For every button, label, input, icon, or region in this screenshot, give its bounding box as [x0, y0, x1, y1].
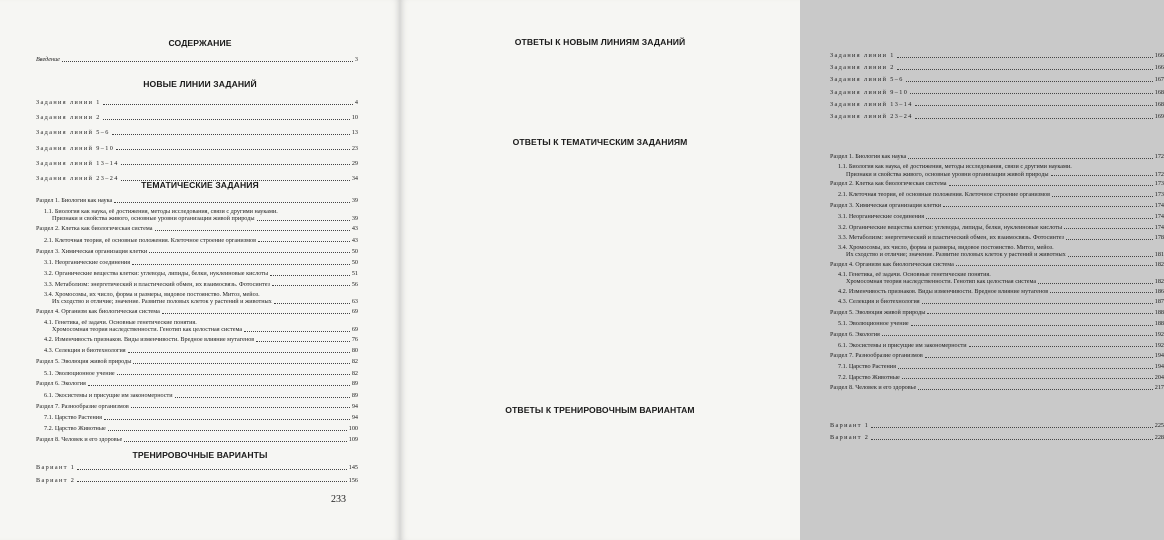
- toc-entry-page: 56: [351, 280, 358, 288]
- toc-entry-page: 188: [1154, 320, 1164, 327]
- toc-entry-page: 178: [1154, 234, 1164, 242]
- toc-entry[interactable]: [44, 259, 358, 266]
- toc-entry[interactable]: [838, 363, 1164, 370]
- leader-dots: [922, 303, 1153, 304]
- toc-entry[interactable]: [44, 414, 358, 421]
- toc-entry-page: 89: [351, 392, 358, 399]
- toc-entry[interactable]: [52, 215, 358, 222]
- toc-entry-label: 2.1. Клеточная теория, её основные положения. Клеточное строение организмов: [838, 191, 1051, 199]
- leader-dots: [270, 275, 350, 276]
- leader-dots: [133, 363, 349, 364]
- leader-dots: [258, 241, 350, 242]
- toc-entry[interactable]: [830, 64, 1164, 71]
- toc-entry-label: Задания линий 9–10: [36, 144, 115, 152]
- toc-entry-page: 194: [1154, 352, 1164, 360]
- toc-entry[interactable]: [838, 288, 1164, 295]
- toc-entry-label: Признаки и свойства живого, основные уровни организации живой природы: [846, 170, 1049, 178]
- toc-entry[interactable]: [36, 308, 358, 315]
- toc-entry-page: 166: [1154, 52, 1164, 59]
- leader-dots: [906, 81, 1153, 82]
- toc-entry[interactable]: [52, 326, 358, 333]
- toc-entry-label: Раздел 4. Организм как биологическая система: [830, 260, 954, 268]
- toc-entry[interactable]: [846, 171, 1164, 178]
- leader-dots: [62, 61, 353, 62]
- leader-dots: [128, 352, 350, 353]
- toc-entry-label: Хромосомная теория наследственности. Генотип как целостная система: [846, 278, 1037, 286]
- toc-entry-line: 1.1. Биология как наука, её достижения, методы исследования, связи с другими науками.: [44, 207, 278, 215]
- toc-entry[interactable]: [36, 160, 358, 167]
- toc-entry-label: 3.3. Метаболизм: энергетический и пластический обмен, их взаимосвязь. Фотосинтез: [838, 234, 1064, 242]
- toc-entry-page: 167: [1154, 76, 1164, 84]
- leader-dots: [124, 441, 346, 442]
- toc-entry-page: 39: [351, 215, 358, 223]
- toc-entry-page: 169: [1154, 113, 1164, 120]
- toc-entry-page: 188: [1154, 308, 1164, 316]
- right-page: [400, 0, 1164, 540]
- toc-entry-intro[interactable]: [36, 56, 358, 63]
- toc-entry-label: Хромосомная теория наследственности. Генотип как целостная система: [52, 326, 243, 334]
- toc-entry-page: 156: [348, 476, 358, 484]
- toc-entry-label: Их сходство и отличие; значение. Развитие половых клеток у растений и животных: [52, 298, 272, 306]
- toc-entry-label: 7.2. Царство Животные: [44, 425, 106, 433]
- leader-dots: [969, 346, 1153, 347]
- toc-entry[interactable]: [838, 320, 1164, 327]
- toc-entry-label: 6.1. Экосистемы и присущие им закономерности: [838, 341, 967, 349]
- toc-entry-label: 6.1. Экосистемы и присущие им закономерности: [44, 392, 173, 399]
- toc-entry-label: Раздел 7. Разнообразие организмов: [830, 352, 923, 360]
- toc-entry-page: 173: [1154, 191, 1164, 199]
- toc-entry-page: 174: [1154, 201, 1164, 209]
- leader-dots: [1051, 175, 1153, 176]
- toc-entry-line: 3.4. Хромосомы, их число, форма и размеры, видовое постоянство. Митоз, мейоз.: [838, 243, 1054, 251]
- toc-entry[interactable]: [36, 358, 358, 365]
- toc-entry-page: 172: [1154, 153, 1164, 160]
- toc-entry[interactable]: [44, 281, 358, 288]
- leader-dots: [114, 202, 350, 203]
- toc-entry[interactable]: [36, 225, 358, 232]
- toc-entry-label: Признаки и свойства живого, основные уровни организации живой природы: [52, 215, 255, 223]
- toc-entry-label: Задания линий 5–6: [830, 76, 904, 84]
- toc-entry-page: 51: [351, 270, 358, 277]
- toc-entry-page: 172: [1154, 170, 1164, 178]
- toc-entry-label: 3.1. Неорганические соединения: [838, 213, 925, 221]
- leader-dots: [1050, 292, 1152, 293]
- toc-entry[interactable]: [44, 425, 358, 432]
- toc-entry-label: Раздел 5. Эволюция живой природы: [36, 358, 132, 365]
- toc-entry-label: Раздел 1. Биология как наука: [36, 197, 113, 204]
- toc-entry[interactable]: [830, 384, 1164, 391]
- toc-entry-line: 1.1. Биология как наука, её достижения, методы исследования, связи с другими науками.: [838, 163, 1072, 171]
- leader-dots: [257, 220, 350, 221]
- toc-entry-line: 4.1. Генетика, её задачи. Основные генетические понятия.: [44, 318, 197, 326]
- answers-new-heading: ОТВЕТЫ К НОВЫМ ЛИНИЯМ ЗАДАНИЙ: [514, 37, 686, 47]
- toc-entry[interactable]: [44, 347, 358, 354]
- toc-entry-label: Раздел 6. Экология: [36, 380, 86, 388]
- toc-entry-page: 225: [1154, 422, 1164, 429]
- toc-entry[interactable]: [36, 380, 358, 387]
- toc-entry-page: 217: [1154, 384, 1164, 392]
- leader-dots: [925, 357, 1153, 358]
- toc-entry[interactable]: [36, 114, 358, 121]
- leader-dots: [116, 149, 350, 150]
- toc-entry-page: 69: [351, 326, 358, 334]
- toc-entry-label: Задания линий 23–24: [36, 175, 119, 182]
- toc-entry[interactable]: [36, 477, 358, 484]
- leader-dots: [908, 158, 1152, 159]
- toc-entry-label: Их сходство и отличие; значение. Развитие половых клеток у растений и животных: [846, 251, 1066, 259]
- leader-dots: [103, 104, 353, 105]
- leader-dots: [910, 93, 1153, 94]
- toc-entry-page: 39: [351, 197, 358, 204]
- toc-entry-page: 43: [351, 225, 358, 233]
- left-page: [0, 0, 400, 540]
- toc-entry-page: 181: [1154, 251, 1164, 259]
- toc-entry[interactable]: [830, 434, 1164, 441]
- toc-entry-label: 4.2. Изменчивость признаков. Виды изменчивости. Вредное влияние мутагенов: [44, 336, 255, 344]
- leader-dots: [911, 325, 1153, 326]
- toc-entry-page: 63: [351, 298, 358, 306]
- toc-entry-page: 192: [1154, 341, 1164, 349]
- toc-entry-label: 3.2. Органические вещества клетки: углеводы, липиды, белки, нуклеиновые кислоты: [838, 223, 1063, 231]
- toc-entry-page: 76: [351, 336, 358, 344]
- toc-entry[interactable]: [830, 113, 1164, 120]
- leader-dots: [149, 252, 350, 253]
- toc-entry-page: 43: [351, 236, 358, 244]
- toc-entry-page: 10: [351, 114, 358, 122]
- toc-entry-page: 182: [1154, 260, 1164, 268]
- toc-entry[interactable]: [830, 52, 1164, 59]
- toc-entry[interactable]: [830, 352, 1164, 359]
- new-lines-heading: НОВЫЕ ЛИНИИ ЗАДАНИЙ: [143, 79, 257, 89]
- toc-entry-label: Задания линий 13–14: [36, 159, 119, 167]
- contents-title: СОДЕРЖАНИЕ: [168, 38, 232, 48]
- toc-entry[interactable]: [838, 234, 1164, 241]
- toc-entry-label: Задания линии 1: [36, 99, 101, 106]
- toc-entry-page: 174: [1154, 213, 1164, 221]
- leader-dots: [1068, 256, 1153, 257]
- leader-dots: [949, 185, 1153, 186]
- toc-entry-page: 174: [1154, 223, 1164, 231]
- toc-entry[interactable]: [830, 331, 1164, 338]
- answers-training-heading: ОТВЕТЫ К ТРЕНИРОВОЧНЫМ ВАРИАНТАМ: [505, 405, 695, 415]
- toc-entry-page: 69: [351, 308, 358, 316]
- toc-entry-label: Раздел 8. Человек и его здоровье: [830, 384, 917, 392]
- toc-entry[interactable]: [36, 99, 358, 106]
- toc-entry-page: 166: [1154, 64, 1164, 72]
- leader-dots: [897, 69, 1153, 70]
- toc-entry[interactable]: [830, 180, 1164, 187]
- leader-dots: [244, 331, 350, 332]
- toc-entry-page: 186: [1154, 287, 1164, 295]
- toc-entry-label: Задания линий 13–14: [830, 100, 913, 108]
- toc-entry-page: 34: [351, 175, 358, 182]
- toc-entry-page: 89: [351, 380, 358, 388]
- leader-dots: [871, 439, 1152, 440]
- toc-entry-label: Раздел 3. Химическая организация клетки: [830, 201, 942, 209]
- toc-entry-page: 194: [1154, 363, 1164, 371]
- leader-dots: [915, 118, 1153, 119]
- leader-dots: [155, 230, 350, 231]
- toc-entry-page: 192: [1154, 330, 1164, 338]
- toc-entry-label: 4.3. Селекция и биотехнология: [44, 347, 126, 355]
- toc-entry-label: 2.1. Клеточная теория, её основные положения. Клеточное строение организмов: [44, 236, 257, 244]
- leader-dots: [175, 397, 350, 398]
- toc-entry[interactable]: [830, 422, 1164, 429]
- toc-entry-page: 168: [1154, 100, 1164, 108]
- toc-entry-label: 4.2. Изменчивость признаков. Виды изменчивости. Вредное влияние мутагенов: [838, 287, 1049, 295]
- toc-entry[interactable]: [44, 336, 358, 343]
- toc-entry-label: Вариант 1: [36, 464, 76, 471]
- toc-entry-label: Раздел 1. Биология как наука: [830, 153, 907, 160]
- toc-entry-page: 82: [351, 369, 358, 377]
- toc-entry-page: 94: [351, 414, 358, 422]
- leader-dots: [104, 419, 350, 420]
- toc-entry-label: 5.1. Эволюционное учение: [44, 369, 115, 377]
- leader-dots: [108, 430, 347, 431]
- leader-dots: [162, 313, 350, 314]
- toc-entry-page: 3: [354, 56, 358, 63]
- toc-entry-label: 3.2. Органические вещества клетки: углеводы, липиды, белки, нуклеиновые кислоты: [44, 270, 269, 277]
- leader-dots: [77, 481, 346, 482]
- toc-entry[interactable]: [36, 197, 358, 204]
- toc-entry-label: Задания линий 5–6: [36, 129, 110, 137]
- leader-dots: [871, 427, 1152, 428]
- leader-dots: [117, 374, 350, 375]
- toc-entry[interactable]: [830, 261, 1164, 268]
- toc-entry-page: 29: [351, 159, 358, 167]
- toc-entry-label: Вариант 1: [830, 422, 870, 429]
- toc-entry-label: Раздел 2. Клетка как биологическая система: [36, 225, 153, 233]
- toc-entry-line: 3.4. Хромосомы, их число, форма и размеры, видовое постоянство. Митоз, мейоз.: [44, 290, 260, 298]
- toc-entry-label: Вариант 2: [830, 434, 870, 442]
- training-heading: ТРЕНИРОВОЧНЫЕ ВАРИАНТЫ: [132, 450, 268, 460]
- toc-entry[interactable]: [44, 270, 358, 277]
- toc-entry-page: 80: [351, 347, 358, 355]
- toc-entry[interactable]: [838, 298, 1164, 305]
- toc-entry[interactable]: [36, 464, 358, 471]
- leader-dots: [1066, 239, 1153, 240]
- leader-dots: [943, 206, 1153, 207]
- toc-entry-label: Раздел 4. Организм как биологическая система: [36, 308, 160, 316]
- leader-dots: [897, 57, 1153, 58]
- leader-dots: [956, 265, 1153, 266]
- toc-entry-page: 168: [1154, 88, 1164, 96]
- toc-entry[interactable]: [36, 145, 358, 152]
- leader-dots: [272, 285, 350, 286]
- toc-entry[interactable]: [830, 76, 1164, 83]
- toc-entry-page: 13: [351, 129, 358, 137]
- toc-entry[interactable]: [838, 213, 1164, 220]
- toc-entry-page: 109: [348, 436, 358, 443]
- toc-entry[interactable]: [44, 392, 358, 399]
- toc-entry[interactable]: [830, 89, 1164, 96]
- toc-entry[interactable]: [44, 237, 358, 244]
- toc-entry-label: Задания линий 9–10: [830, 88, 909, 96]
- toc-entry-label: Раздел 7. Разнообразие организмов: [36, 402, 129, 410]
- toc-entry[interactable]: [846, 278, 1164, 285]
- toc-entry-label: 7.2. Царство Животные: [838, 373, 900, 381]
- toc-entry-label: 7.1. Царство Растения: [44, 414, 102, 422]
- leader-dots: [274, 303, 350, 304]
- toc-entry-page: 182: [1154, 278, 1164, 286]
- toc-entry-page: 50: [351, 259, 358, 267]
- toc-entry[interactable]: [830, 101, 1164, 108]
- toc-entry[interactable]: [846, 251, 1164, 258]
- leader-dots: [103, 119, 350, 120]
- toc-entry[interactable]: [830, 153, 1164, 160]
- toc-entry-label: Вариант 2: [36, 476, 76, 484]
- toc-entry-page: 100: [348, 425, 358, 433]
- leader-dots: [882, 335, 1153, 336]
- toc-entry-page: 82: [351, 358, 358, 365]
- toc-entry[interactable]: [36, 403, 358, 410]
- leader-dots: [1064, 228, 1153, 229]
- toc-entry-label: 7.1. Царство Растения: [838, 363, 896, 371]
- toc-entry-label: Раздел 8. Человек и его здоровье: [36, 436, 123, 443]
- toc-entry-page: 23: [351, 144, 358, 152]
- toc-entry-label: 3.3. Метаболизм: энергетический и пластический обмен, их взаимосвязь. Фотосинтез: [44, 280, 270, 288]
- toc-entry[interactable]: [36, 248, 358, 255]
- page-number: 233: [331, 494, 346, 505]
- toc-entry-label: Раздел 2. Клетка как биологическая система: [830, 180, 947, 188]
- toc-entry-label: Раздел 3. Химическая организация клетки: [36, 247, 148, 255]
- toc-entry-label: 4.3. Селекция и биотехнология: [838, 298, 920, 306]
- leader-dots: [927, 313, 1152, 314]
- toc-entry[interactable]: [838, 374, 1164, 381]
- leader-dots: [132, 264, 350, 265]
- toc-entry[interactable]: [838, 342, 1164, 349]
- thematic-heading: ТЕМАТИЧЕСКИЕ ЗАДАНИЯ: [141, 180, 259, 190]
- toc-entry[interactable]: [838, 191, 1164, 198]
- leader-dots: [898, 368, 1153, 369]
- leader-dots: [902, 378, 1153, 379]
- toc-entry[interactable]: [44, 370, 358, 377]
- leader-dots: [131, 407, 350, 408]
- toc-entry-page: 4: [354, 99, 358, 106]
- toc-entry-label: Задания линии 2: [36, 114, 101, 122]
- toc-entry[interactable]: [52, 298, 358, 305]
- toc-entry[interactable]: [36, 129, 358, 136]
- leader-dots: [915, 105, 1153, 106]
- toc-entry-page: 145: [348, 464, 358, 471]
- toc-entry-label: Задания линии 1: [830, 52, 895, 59]
- leader-dots: [926, 218, 1153, 219]
- leader-dots: [88, 385, 350, 386]
- toc-entry[interactable]: [830, 309, 1164, 316]
- toc-entry[interactable]: [830, 202, 1164, 209]
- toc-entry[interactable]: [838, 224, 1164, 231]
- leader-dots: [918, 389, 1152, 390]
- leader-dots: [77, 469, 346, 470]
- toc-entry-page: 50: [351, 247, 358, 255]
- toc-entry-page: 204: [1154, 373, 1164, 381]
- toc-entry-label: Задания линии 2: [830, 64, 895, 72]
- leader-dots: [1052, 196, 1153, 197]
- toc-entry-page: 187: [1154, 298, 1164, 306]
- leader-dots: [121, 164, 350, 165]
- leader-dots: [256, 341, 350, 342]
- toc-entry-page: 228: [1154, 434, 1164, 442]
- toc-entry-page: 94: [351, 402, 358, 410]
- toc-entry-label: 3.1. Неорганические соединения: [44, 259, 131, 267]
- toc-entry[interactable]: [36, 436, 358, 443]
- leader-dots: [112, 134, 350, 135]
- toc-entry-label: Раздел 5. Эволюция живой природы: [830, 308, 926, 316]
- toc-entry-page: 173: [1154, 180, 1164, 188]
- toc-entry-label: Задания линий 23–24: [830, 113, 913, 120]
- toc-entry-label: Раздел 6. Экология: [830, 330, 880, 338]
- leader-dots: [1038, 283, 1153, 284]
- toc-entry-label: 5.1. Эволюционное учение: [838, 320, 909, 327]
- answers-thematic-heading: ОТВЕТЫ К ТЕМАТИЧЕСКИМ ЗАДАНИЯМ: [512, 137, 688, 147]
- toc-entry-line: 4.1. Генетика, её задачи. Основные генетические понятия.: [838, 270, 991, 278]
- toc-entry-label: Введение: [36, 56, 60, 63]
